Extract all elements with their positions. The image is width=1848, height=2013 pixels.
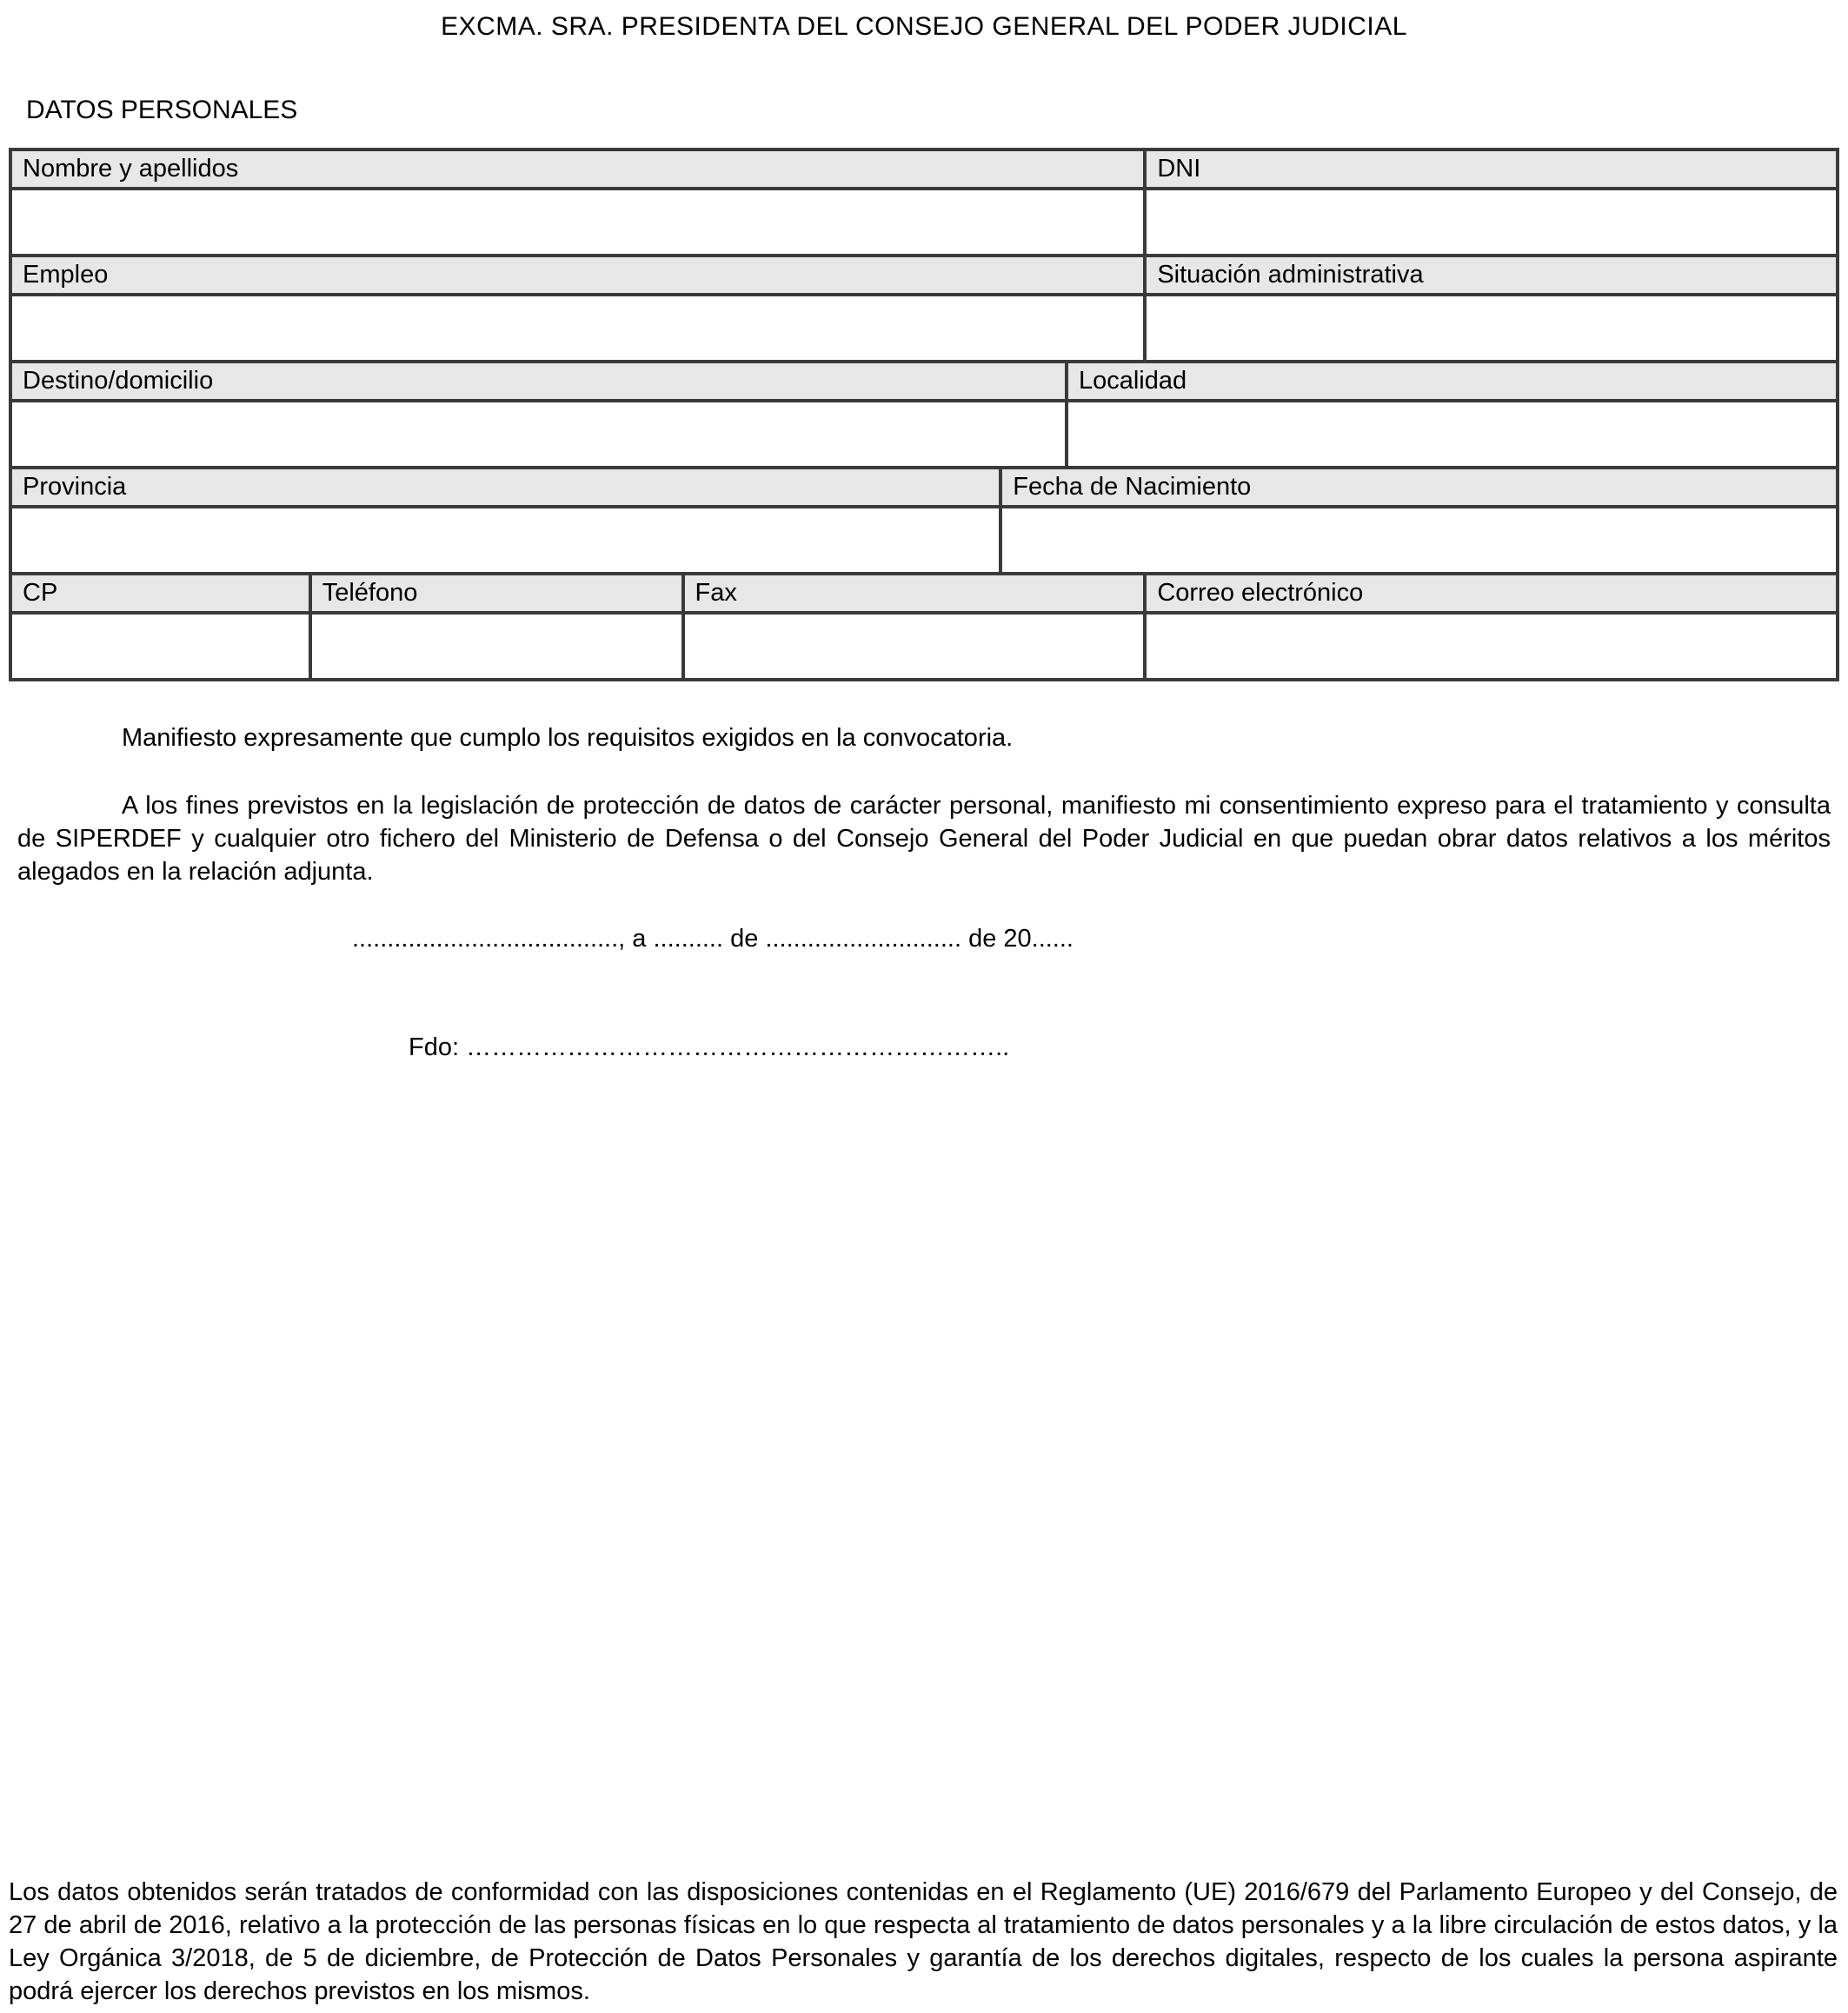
table-row — [10, 468, 1838, 507]
field-input-fax[interactable] — [683, 613, 1146, 680]
field-label-provincia: Provincia — [10, 468, 1000, 507]
field-input-situacion-administrativa[interactable] — [1145, 295, 1838, 362]
field-input-telefono[interactable] — [310, 613, 683, 680]
declaration-paragraph: Manifiesto expresamente que cumplo los requisitos exigidos en la convocatoria. — [122, 724, 1014, 752]
field-label-cp: CP — [10, 574, 310, 613]
field-label-nombre-apellidos: Nombre y apellidos — [10, 149, 1145, 189]
date-fill-line: ......................................, a .......... de ............................ de 20...... — [352, 925, 1074, 953]
consent-paragraph: A los fines previstos en la legislación de protección de datos de carácter personal, manifiesto mi consentimiento expreso para el tratamiento y consulta de SIPERDEF y cualquier otro fichero del Ministerio de Defensa o del Consejo General del Poder Judicial en que puedan obrar datos relativos a los méritos alegados en la relación adjunta. — [17, 792, 1831, 886]
document-title: EXCMA. SRA. PRESIDENTA DEL CONSEJO GENERAL DEL PODER JUDICIAL — [441, 12, 1407, 41]
field-label-situacion-administrativa: Situación administrativa — [1145, 256, 1838, 295]
field-input-localidad[interactable] — [1067, 401, 1838, 468]
personal-data-table — [9, 148, 1839, 681]
field-label-fax: Fax — [683, 574, 1146, 613]
field-input-fecha-nacimiento[interactable] — [1000, 507, 1838, 574]
table-row — [10, 189, 1838, 256]
table-row — [10, 149, 1838, 189]
field-label-telefono: Teléfono — [310, 574, 683, 613]
signature-fill-line: Fdo: ……………………………………………………….. — [409, 1033, 1010, 1061]
section-title-datos-personales: DATOS PERSONALES — [26, 96, 298, 124]
field-input-cp[interactable] — [10, 613, 310, 680]
field-label-fecha-nacimiento: Fecha de Nacimiento — [1000, 468, 1838, 507]
field-input-destino-domicilio[interactable] — [10, 401, 1067, 468]
legal-notice: Los datos obtenidos serán tratados de conformidad con las disposiciones contenidas en el Reglamento (UE) 2016/679 del Parlamento Europeo y del Consejo, de 27 de abril de 2016, relativo a la protección de las personas físicas en lo que respecta al tratamiento de datos personales y a la libre circulación de estos datos, y la Ley Orgánica 3/2018, de 5 de diciembre, de Protección de Datos Personales y garantía de los derechos digitales, respecto de los cuales la persona aspirante podrá ejercer los derechos previstos en los mismos. — [9, 1878, 1838, 2005]
field-label-correo-electronico: Correo electrónico — [1145, 574, 1838, 613]
field-input-dni[interactable] — [1145, 189, 1838, 256]
field-input-nombre-apellidos[interactable] — [10, 189, 1145, 256]
field-input-provincia[interactable] — [10, 507, 1000, 574]
table-row — [10, 401, 1838, 468]
table-row — [10, 362, 1838, 401]
table-row — [10, 295, 1838, 362]
field-input-correo-electronico[interactable] — [1145, 613, 1838, 680]
field-label-localidad: Localidad — [1067, 362, 1838, 401]
field-input-empleo[interactable] — [10, 295, 1145, 362]
table-row — [10, 256, 1838, 295]
table-row — [10, 574, 1838, 613]
field-label-dni: DNI — [1145, 149, 1838, 189]
field-label-destino-domicilio: Destino/domicilio — [10, 362, 1067, 401]
field-label-empleo: Empleo — [10, 256, 1145, 295]
table-row — [10, 507, 1838, 574]
table-row — [10, 613, 1838, 680]
